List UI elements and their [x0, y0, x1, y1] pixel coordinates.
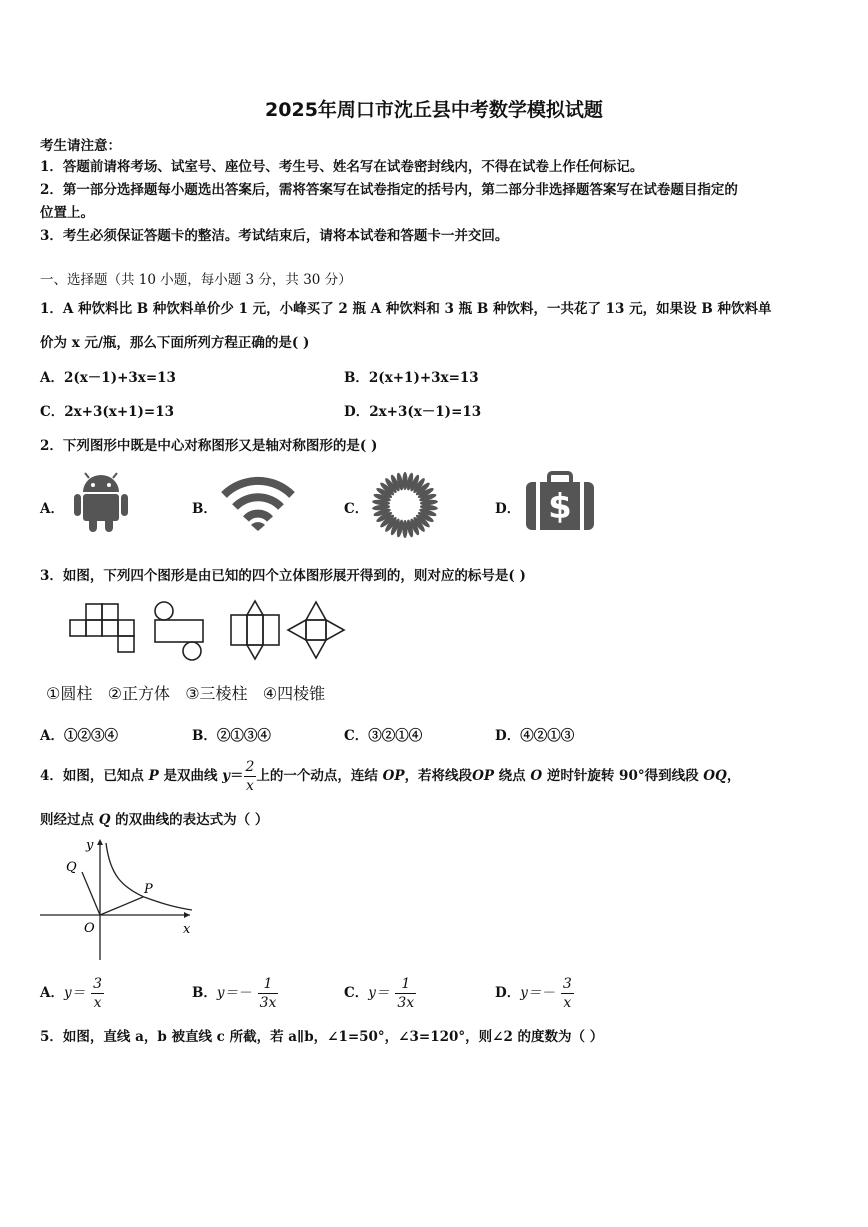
notice-heading: 考生请注意： — [40, 138, 121, 154]
q4-d-label: D． — [495, 985, 521, 1001]
q4-text-2: 是双曲线 — [158, 768, 223, 784]
q4-text-4: ，若将线段 — [404, 768, 473, 784]
q2-option-c-label: C． — [344, 501, 369, 517]
svg-text:$: $ — [548, 487, 572, 527]
sunburst-icon — [370, 470, 440, 540]
q4-op-2: OP — [472, 768, 494, 784]
q4-oq: OQ — [703, 768, 727, 784]
q4-frac-den: x — [244, 776, 257, 795]
notice-line-3: 3．考生必须保证答题卡的整洁。考试结束后，请将本试卷和答题卡一并交回。 — [40, 228, 509, 244]
sunburst-ray — [402, 520, 407, 538]
q4-hyperbola-graph — [40, 835, 200, 963]
graph-x-label: x — [183, 922, 191, 937]
q3-option-a: A．①②③④ — [40, 728, 118, 744]
q4-option-a — [40, 972, 104, 1014]
q4-text-9: 的双曲线的表达式为（ ） — [110, 812, 269, 828]
q4-d-num: 3 — [562, 976, 572, 992]
q4-point-o: O — [530, 768, 543, 784]
q4-a-num: 3 — [93, 976, 103, 992]
q3-option-b: B．②①③④ — [192, 728, 271, 744]
q1-option-a: A．2(x－1)+3x=13 — [40, 370, 176, 386]
q4-b-fraction — [258, 975, 279, 1012]
q4-c-lhs: y＝ — [368, 985, 390, 1001]
q4-a-lhs: y＝ — [63, 985, 86, 1001]
page-title: 2025年周口市沈丘县中考数学模拟试题 — [265, 99, 603, 121]
q4-b-den: 3x — [259, 995, 277, 1011]
q4-y: y — [222, 768, 231, 784]
q3-solid-labels: ①圆柱 ②正方体 ③三棱柱 ④四棱锥 — [46, 684, 326, 703]
q4-a-den: x — [91, 993, 104, 1012]
q2-option-d-label: D． — [495, 501, 521, 517]
notice-line-2: 2．第一部分选择题每小题选出答案后，需将答案写在试卷指定的括号内，第二部分非选择题答案写在试卷题目指定的 — [40, 182, 738, 198]
q4-text-6: 逆时针旋转 90°得到线段 — [542, 768, 704, 784]
q3-nets-figure — [66, 600, 342, 662]
section-heading: 一、选择题（共 10 小题，每小题 3 分，共 30 分） — [40, 272, 352, 288]
graph-o-label: O — [84, 921, 95, 936]
q1-stem-line-1: 1．A 种饮料比 B 种饮料单价少 1 元，小峰买了 2 瓶 A 种饮料和 3 瓶 B 种饮料，一共花了 13 元，如果设 B 种饮料单 — [40, 301, 772, 317]
q4-point-q: Q — [98, 812, 111, 828]
q4-b-label: B． — [192, 985, 217, 1001]
q1-stem-line-2: 价为 x 元/瓶，那么下面所列方程正确的是( ) — [40, 335, 310, 351]
q4-c-label: C． — [344, 985, 369, 1001]
graph-q-label: Q — [66, 860, 77, 875]
q4-point-p: P — [148, 768, 159, 784]
dollar-briefcase-icon — [524, 472, 596, 532]
q4-option-c — [344, 972, 416, 1014]
sunburst-ray — [402, 472, 407, 490]
q4-op-1: OP — [382, 768, 405, 784]
q4-fraction — [244, 758, 257, 795]
hyperbola-curve — [106, 843, 192, 910]
graph-y-label: y — [86, 838, 94, 853]
q4-a-fraction — [91, 975, 104, 1012]
q4-c-den: 3x — [397, 995, 415, 1011]
q2-option-a-label: A． — [40, 501, 64, 517]
q4-stem-line-1 — [40, 757, 740, 795]
q4-text-5: 绕点 — [493, 768, 531, 784]
q4-d-den: x — [561, 993, 574, 1012]
wifi-icon — [220, 475, 296, 531]
q1-option-c: C．2x+3(x+1)=13 — [40, 404, 175, 420]
q4-b-lhs: y＝－ — [216, 985, 252, 1001]
q3-option-c: C．③②①④ — [344, 728, 423, 744]
q4-b-num: 1 — [263, 976, 273, 992]
q4-eq: ＝ — [230, 768, 244, 784]
q5-stem: 5．如图，直线 a，b 被直线 c 所截，若 a∥b，∠1=50°，∠3=120°，则∠2 的度数为（ ） — [40, 1029, 604, 1045]
graph-p-label: P — [144, 882, 153, 897]
segment-op — [100, 897, 143, 915]
android-robot-icon — [72, 472, 130, 534]
q3-stem: 3．如图，下列四个图形是由已知的四个立体图形展开得到的，则对应的标号是( ) — [40, 568, 526, 584]
q4-option-d — [495, 972, 574, 1014]
q4-stem-line-2 — [40, 808, 268, 828]
notice-line-2-cont: 位置上。 — [40, 205, 94, 221]
q4-c-fraction — [395, 975, 416, 1012]
q4-text-7: ， — [726, 768, 741, 784]
q1-option-b: B．2(x+1)+3x=13 — [344, 370, 479, 386]
q4-d-fraction — [561, 975, 574, 1012]
q4-text-1: 4．如图，已知点 — [40, 768, 149, 784]
q2-option-b-label: B． — [192, 501, 217, 517]
q1-option-d: D．2x+3(x－1)=13 — [344, 404, 482, 420]
segment-oq — [82, 872, 100, 915]
q4-frac-num: 2 — [245, 759, 255, 775]
q4-text-3: 上的一个动点，连结 — [256, 768, 383, 784]
q4-text-8: 则经过点 — [40, 812, 99, 828]
q4-a-label: A． — [40, 985, 64, 1001]
q2-stem: 2．下列图形中既是中心对称图形又是轴对称图形的是( ) — [40, 438, 378, 454]
q4-c-num: 1 — [401, 976, 411, 992]
q4-option-b — [192, 972, 278, 1014]
q4-d-lhs: y＝－ — [520, 985, 555, 1001]
notice-line-1: 1．答题前请将考场、试室号、座位号、考生号、姓名写在试卷密封线内，不得在试卷上作任何标记。 — [40, 159, 644, 175]
q3-option-d: D．④②①③ — [495, 728, 575, 744]
